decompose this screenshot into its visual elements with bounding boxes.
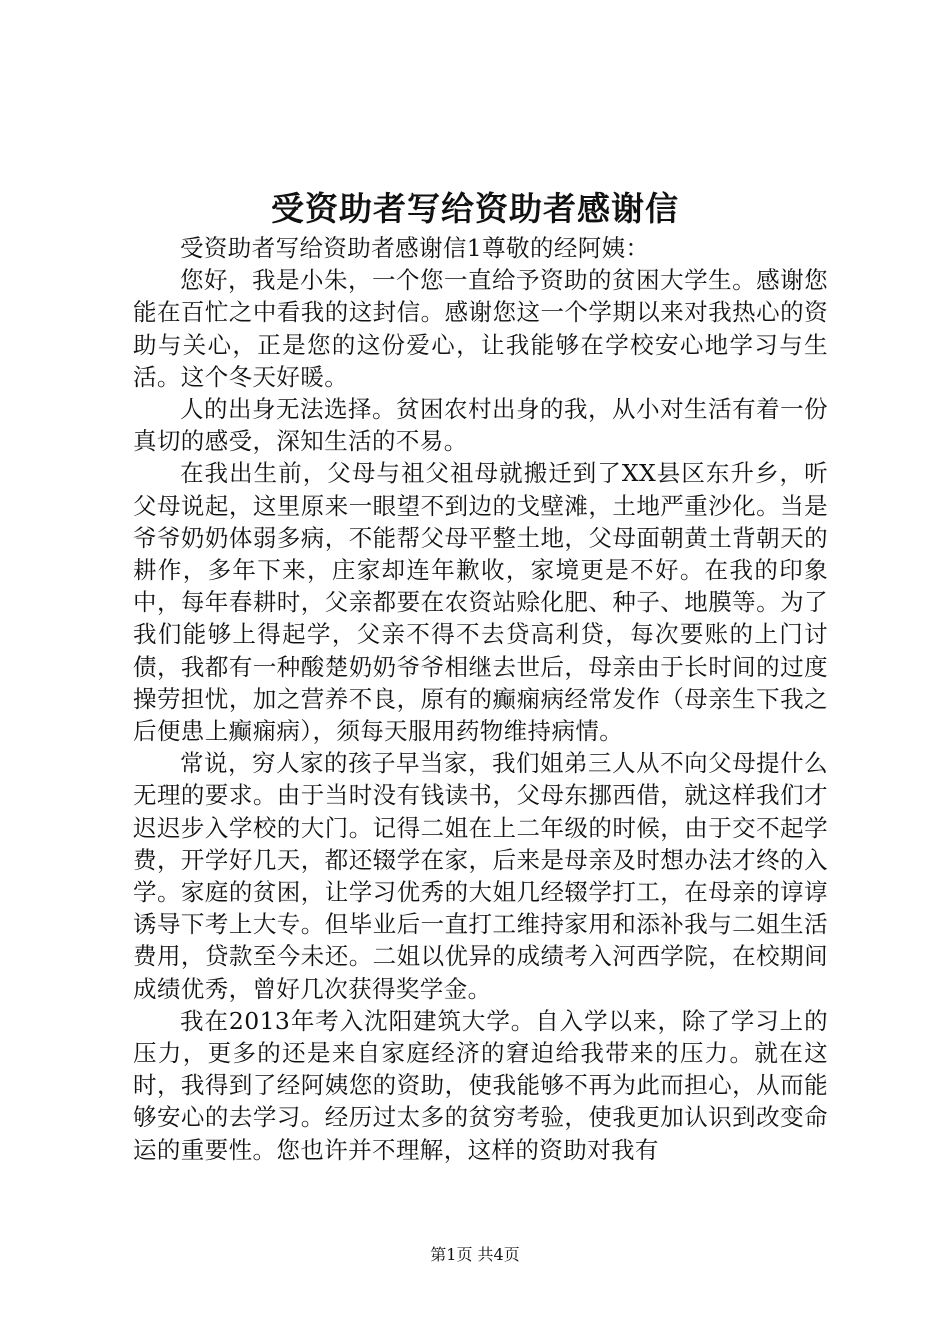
- paragraph-family-history: 在我出生前，父母与祖父祖母就搬迁到了XX县区东升乡，听父母说起，这里原来一眼望不到边的戈壁滩，土地严重沙化。当是爷爷奶奶体弱多病，不能帮父母平整土地，父母面朝黄土背朝天的耕作，多年下来，庄家却连年歉收，家境更是不好。在我的印象中，每年春耕时，父亲都要在农资站赊化肥、种子、地膜等。为了我们能够上得起学，父亲不得不去贷高利贷，每次要账的上门讨债，我都有一种酸楚奶奶爷爷相继去世后，母亲由于长时间的过度操劳担忧，加之营养不良，原有的癫痫病经常发作（母亲生下我之后便患上癫痫病），须每天服用药物维持病情。: [133, 459, 828, 746]
- paragraph-background: 人的出身无法选择。贫困农村出身的我，从小对生活有着一份真切的感受，深知生活的不易。: [133, 395, 828, 456]
- paragraph-siblings: 常说，穷人家的孩子早当家，我们姐弟三人从不向父母提什么无理的要求。由于当时没有钱读书，父母东挪西借，就这样我们才迟迟步入学校的大门。记得二姐在上二年级的时候，由于交不起学费，开学好几天，都还辍学在家，后来是母亲及时想办法才终的入学。家庭的贫困，让学习优秀的大姐几经辍学打工，在母亲的谆谆诱导下考上大专。但毕业后一直打工维持家用和添补我与二姐生活费用，贷款至今未还。二姐以优异的成绩考入河西学院，在校期间成绩优秀，曾好几次获得奖学金。: [133, 749, 828, 1003]
- paragraph-greeting: 您好，我是小朱，一个您一直给予资助的贫困大学生。感谢您能在百忙之中看我的这封信。感谢您这一个学期以来对我热心的资助与关心，正是您的这份爱心，让我能够在学校安心地学习与生活。这个冬天好暖。: [133, 266, 828, 391]
- page-number: 第1页 共4页: [430, 1245, 520, 1264]
- document-body: [133, 232, 828, 1166]
- document-title: 受资助者写给资助者感谢信: [271, 189, 679, 228]
- paragraph-university: 我在2013年考入沈阳建筑大学。自入学以来，除了学习上的压力，更多的还是来自家庭经济的窘迫给我带来的压力。就在这时，我得到了经阿姨您的资助，使我能够不再为此而担心，从而能够安心的去学习。经历过太多的贫穷考验，使我更加认识到改变命运的重要性。您也许并不理解，这样的资助对我有: [133, 1006, 828, 1164]
- paragraph-salutation: 受资助者写给资助者感谢信1尊敬的经阿姨：: [180, 234, 650, 262]
